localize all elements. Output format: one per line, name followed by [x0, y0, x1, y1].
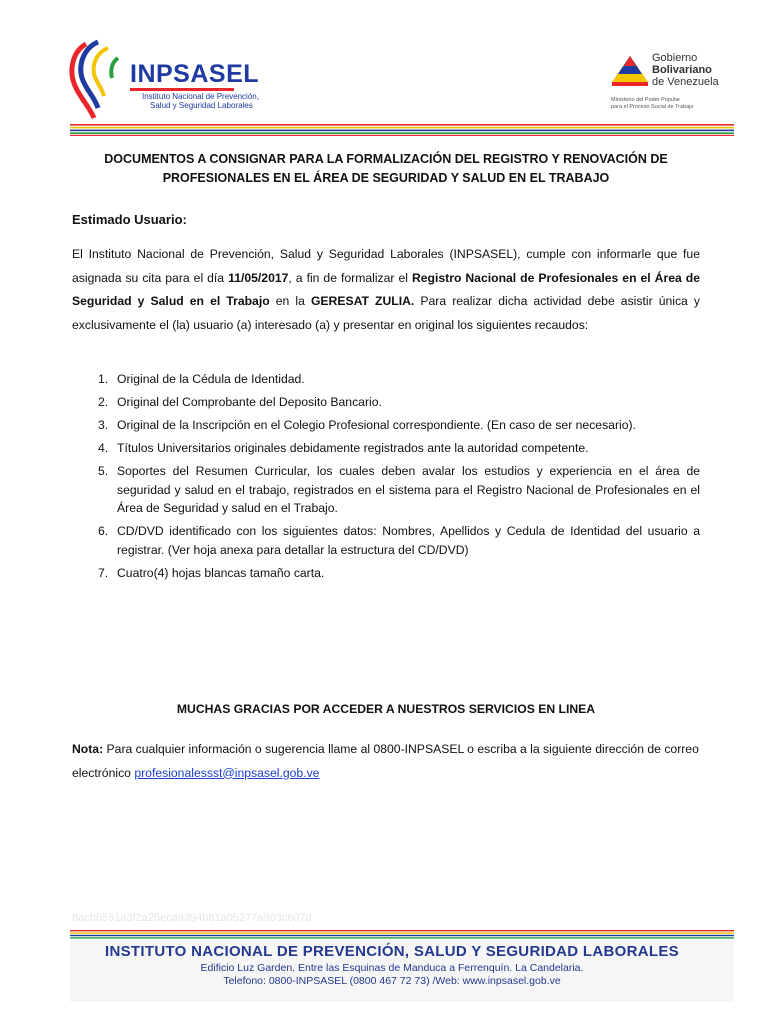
- logo-subtitle-2: Salud y Seguridad Laborales: [150, 101, 253, 110]
- office-name: GERESAT ZULIA.: [310, 294, 415, 308]
- appointment-date: 11/05/2017: [228, 270, 289, 285]
- list-item-number: 6.: [98, 524, 109, 538]
- list-item-text: Original de la Inscripción en el Colegio Profesional correspondiente. (En caso de ser necesario).: [117, 418, 636, 432]
- note-text: Para cualquier información o sugerencia llame al 0800-INPSASEL o escriba a la siguiente dirección de correo electrónico: [72, 742, 699, 780]
- venezuela-flag-icon: [610, 50, 650, 90]
- footer-contact: Telefono: 0800-INPSASEL (0800 467 72 73) /Web: www.inpsasel.gob.ve: [223, 975, 561, 987]
- list-item-text: Original de la Cédula de Identidad.: [117, 372, 305, 386]
- list-item: [72, 564, 700, 583]
- intro-text-4: Para realizar dicha actividad debe asistir única y exclusivamente el (la) usuario (a) interesado (a) y presentar en original los siguientes recaudos:: [72, 294, 701, 332]
- logo-name: INPSASEL: [130, 60, 260, 88]
- list-item-text: Títulos Universitarios originales debidamente registrados ante la autoridad competente.: [117, 441, 589, 455]
- list-item-number: 4.: [98, 441, 109, 455]
- gob-line-1: Gobierno: [652, 52, 698, 64]
- greeting: Estimado Usuario:: [72, 212, 187, 227]
- footer-address: Edificio Luz Garden. Entre las Esquinas de Manduca a Ferrenquín. La Candelaria.: [200, 962, 584, 974]
- note-paragraph: [72, 738, 700, 785]
- requirements-list: [72, 370, 700, 587]
- intro-paragraph: [72, 243, 700, 337]
- intro-text-3: en la: [269, 294, 311, 308]
- document-title: DOCUMENTOS A CONSIGNAR PARA LA FORMALIZACIÓN DEL REGISTRO Y RENOVACIÓN DE PROFESIONALES EN EL ÁREA DE SEGURIDAD Y SALUD EN EL TRABAJO: [104, 152, 668, 185]
- list-item: [72, 439, 700, 458]
- ministry-line-2: para el Proceso Social de Trabajo: [611, 104, 694, 110]
- email-link[interactable]: profesionalessst@inpsasel.gob.ve: [134, 765, 320, 780]
- list-item: [72, 522, 700, 559]
- footer-divider-stripes: [70, 930, 734, 939]
- intro-text-1: El Instituto Nacional de Prevención, Salud y Seguridad Laborales (INPSASEL), cumple con informarle que fue asignada su cita para el día: [72, 247, 700, 285]
- list-item: [72, 393, 700, 412]
- list-item-number: 5.: [98, 464, 109, 478]
- list-item-text: CD/DVD identificado con los siguientes datos: Nombres, Apellidos y Cedula de Identidad del usuario a registrar. (Ver hoja anexa para detallar la estructura del CD/DVD): [117, 524, 700, 557]
- list-item-text: Cuatro(4) hojas blancas tamaño carta.: [117, 565, 325, 580]
- registry-name: Registro Nacional de Profesionales en el Área de Seguridad y Salud en el Trabajo: [72, 270, 700, 308]
- list-item-number: 7.: [98, 565, 109, 580]
- list-item-number: 1.: [98, 372, 109, 386]
- gob-line-3: de Venezuela: [652, 76, 719, 88]
- note-label: Nota:: [72, 742, 104, 756]
- list-item-text: Original del Comprobante del Deposito Bancario.: [117, 395, 382, 409]
- list-item-text: Soportes del Resumen Curricular, los cuales deben avalar los estudios y experiencia en el área de seguridad y salud en el trabajo, registrados en el sistema para el Registro Nacional de Profesionales en el Área de Seguridad y salud en el Trabajo.: [117, 464, 700, 515]
- list-item: [72, 462, 700, 518]
- intro-text-2: , a fin de formalizar el: [288, 270, 412, 285]
- logo-subtitle-1: Instituto Nacional de Prevención,: [142, 92, 259, 101]
- list-item-number: 2.: [98, 395, 109, 409]
- document-hash: 8acb6551a3f2a25eca9394b81a05277a903c607d: [72, 912, 312, 924]
- footer-institution: INSTITUTO NACIONAL DE PREVENCIÓN, SALUD Y SEGURIDAD LABORALES: [105, 943, 679, 960]
- list-item: [72, 370, 700, 389]
- list-item: [72, 416, 700, 435]
- thanks-heading: MUCHAS GRACIAS POR ACCEDER A NUESTROS SERVICIOS EN LINEA: [176, 702, 596, 716]
- header-divider-stripes: [70, 124, 734, 136]
- gob-line-2: Bolivariano: [652, 64, 712, 76]
- list-item-number: 3.: [98, 418, 109, 432]
- ministry-line-1: Ministerio del Poder Popular: [611, 97, 681, 103]
